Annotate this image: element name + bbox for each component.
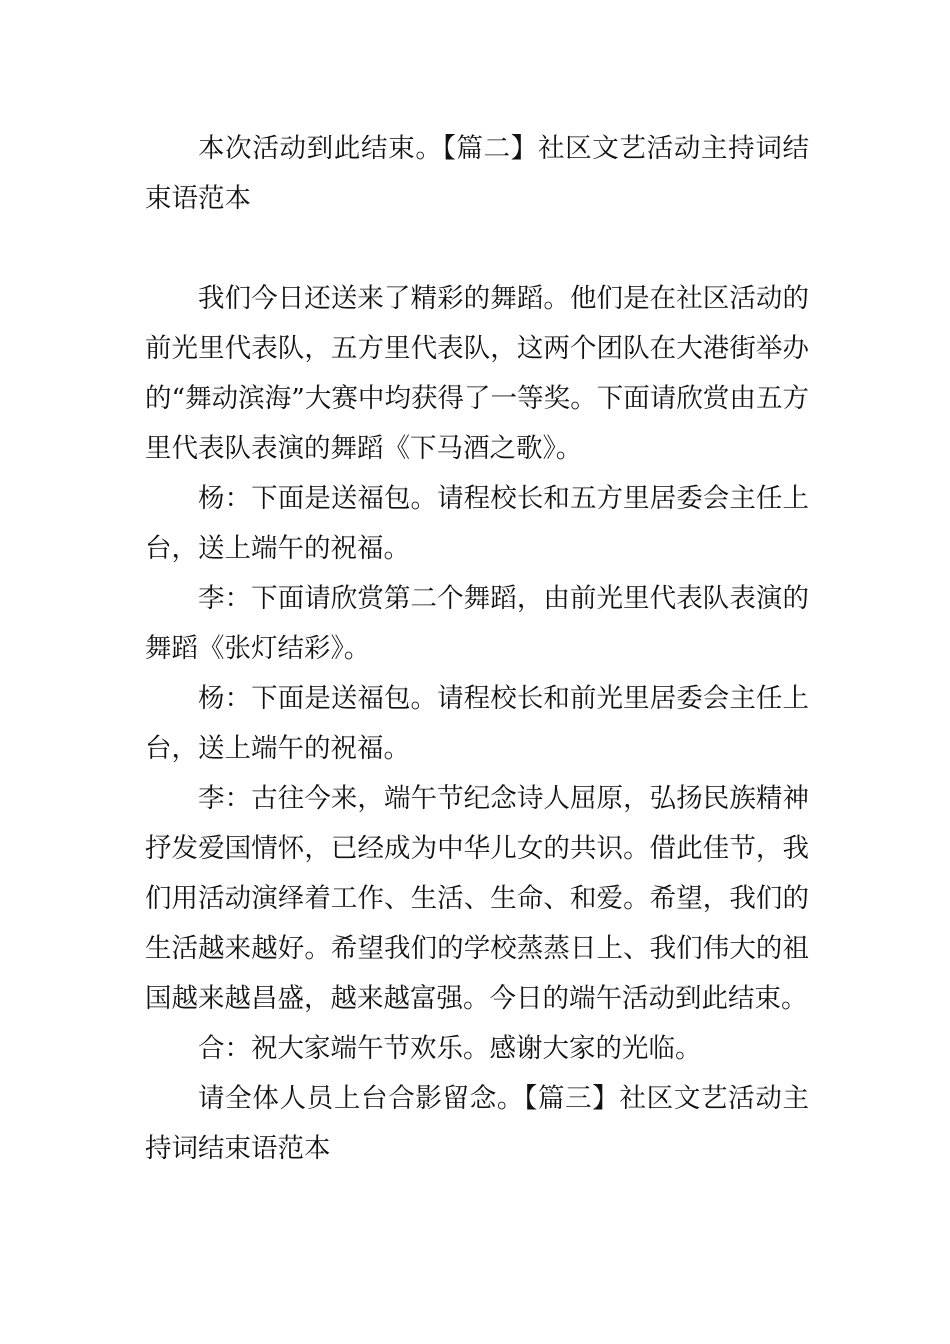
paragraph-dance-introduction: 我们今日还送来了精彩的舞蹈。他们是在社区活动的前光里代表队，五方里代表队，这两个团队在大港街举办的“舞动滨海”大赛中均获得了一等奖。下面请欣赏由五方里代表队表演的舞蹈《下马酒之歌》。 (145, 283, 809, 464)
paragraph-ending-piece-two-title: 本次活动到此结束。【篇二】社区文艺活动主持词结束语范本 (145, 133, 809, 214)
paragraph-yang-blessing-qianguangli: 杨：下面是送福包。请程校长和前光里居委会主任上台，送上端午的祝福。 (145, 683, 809, 764)
paragraph-together-thanks: 合：祝大家端午节欢乐。感谢大家的光临。 (198, 1033, 702, 1064)
paragraph-li-second-dance: 李：下面请欣赏第二个舞蹈，由前光里代表队表演的舞蹈《张灯结彩》。 (145, 583, 809, 664)
paragraph-group-photo-piece-three-title: 请全体人员上台合影留念。【篇三】社区文艺活动主持词结束语范本 (145, 1083, 809, 1164)
paragraph-li-closing-speech: 李：古往今来，端午节纪念诗人屈原，弘扬民族精神抒发爱国情怀，已经成为中华儿女的共识。借此佳节，我们用活动演绎着工作、生活、生命、和爱。希望，我们的生活越来越好。希望我们的学校蒸蒸日上、我们伟大的祖国越来越昌盛，越来越富强。今日的端午活动到此结束。 (145, 783, 809, 1014)
paragraph-yang-blessing-wufangli: 杨：下面是送福包。请程校长和五方里居委会主任上台，送上端午的祝福。 (145, 483, 809, 564)
